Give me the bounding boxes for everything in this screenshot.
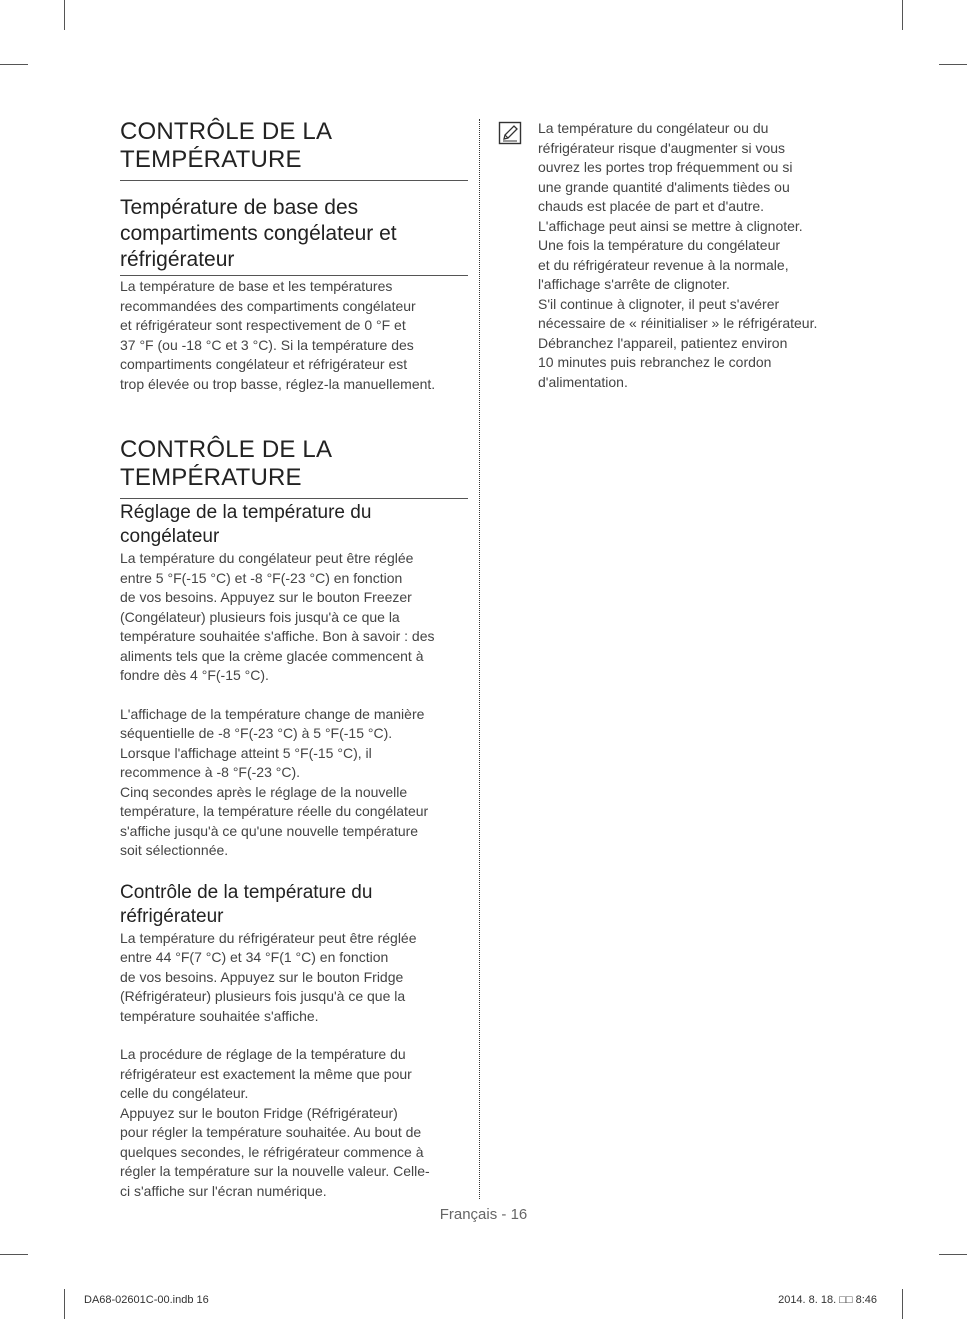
print-timestamp: 2014. 8. 18. □□ 8:46 xyxy=(778,1294,877,1306)
freezer-paragraph-1: La température du congélateur peut être réglée entre 5 °F(-15 °C) et -8 °F(-23 °C) en fonction de vos besoins. Appuyez sur le bouton Freezer (Congélateur) plusieurs fois jusqu'à ce que la température souhaitée s'affiche. Bon à savoir : des aliments tels que la crème glacée commencent à fondre dès 4 °F(-15 °C). xyxy=(120,550,435,683)
chapter-title: CONTRÔLE DE LA TEMPÉRATURE xyxy=(120,118,468,181)
crop-mark xyxy=(64,1289,65,1319)
crop-mark xyxy=(902,1289,903,1319)
section-heading-freezer: Réglage de la température du congélateur xyxy=(120,502,372,547)
crop-mark xyxy=(0,64,28,65)
left-column xyxy=(120,118,468,1201)
page-number: Français - 16 xyxy=(439,1206,528,1223)
crop-mark xyxy=(939,64,967,65)
note-pencil-icon xyxy=(498,121,522,145)
note-block xyxy=(538,119,848,392)
section-heading-fridge: Contrôle de la température du réfrigérateur xyxy=(120,881,373,927)
freezer-paragraph-2: L'affichage de la température change de manière séquentielle de -8 °F(-23 °C) à 5 °F(-15 °C). Lorsque l'affichage atteint 5 °F(-15 °C), il recommence à -8 °F(-23 °C). Cinq secondes après le réglage de la nouvelle température, la température réelle du congélateur s'affiche jusqu'à ce qu'une nouvelle température soit sélectionnée. xyxy=(120,705,429,858)
column-divider xyxy=(479,119,480,1199)
crop-mark xyxy=(64,0,65,30)
crop-mark xyxy=(0,1254,28,1255)
chapter-title: CONTRÔLE DE LA TEMPÉRATURE xyxy=(120,436,468,499)
note-paragraph: La température du congélateur ou du réfrigérateur risque d'augmenter si vous ouvrez les portes trop fréquemment ou si une grande quantité d'aliments tièdes ou chauds est placée de part et d'autre. L'affichage peut ainsi se mettre à clignoter. Une fois la température du congélateur et du réfrigérateur revenue à la normale, l'affichage s'arrête de clignoter. S'il continue à clignoter, il peut s'avérer nécessaire de « réinitialiser » le réfrigérateur. Débranchez l'appareil, patientez environ 10 minutes puis rebranchez le cordon d'alimentation. xyxy=(538,120,818,390)
fridge-paragraph-2: La procédure de réglage de la température du réfrigérateur est exactement la même que pour celle du congélateur. Appuyez sur le bouton Fridge (Réfrigérateur) pour régler la température souhaitée. Au bout de quelques secondes, le réfrigérateur commence à régler la température sur la nouvelle valeur. Celle- ci s'affiche sur l'écran numérique. xyxy=(120,1046,430,1199)
section-heading-base-temperature: Température de base des compartiments congélateur et réfrigérateur xyxy=(120,195,468,276)
fridge-paragraph-1: La température du réfrigérateur peut être réglée entre 44 °F(7 °C) et 34 °F(1 °C) en fonction de vos besoins. Appuyez sur le bouton Fridge (Réfrigérateur) plusieurs fois jusqu'à ce que la température souhaitée s'affiche. xyxy=(120,929,417,1024)
crop-mark xyxy=(939,1254,967,1255)
base-temperature-paragraph: La température de base et les températures recommandées des compartiments congélateur et réfrigérateur sont respectivement de 0 °F et 37 °F (ou -18 °C et 3 °C). Si la température des compartiments congélateur et réfrigérateur est trop élevée ou trop basse, réglez-la manuellement. xyxy=(120,278,436,392)
crop-mark xyxy=(902,0,903,30)
file-slug: DA68-02601C-00.indb 16 xyxy=(84,1294,209,1306)
